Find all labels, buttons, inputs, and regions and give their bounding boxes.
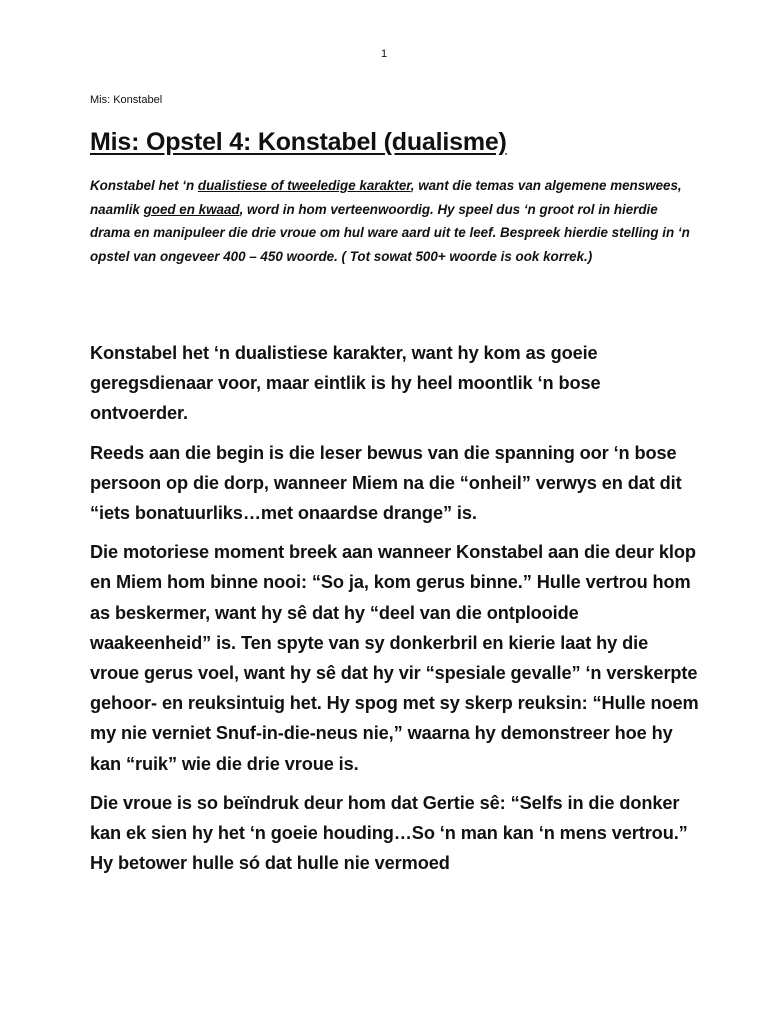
page-number: 1 [380,48,388,60]
essay-title: Mis: Opstel 4: Konstabel (dualisme) [90,128,507,156]
prompt-text-3: , word in hom verteenwoordig. Hy speel dus ‘n groot rol in hierdie drama en manipuleer die drie vroue om hul ware aard uit te leef. Bespreek hierdie stelling in ‘n opstel van ongeveer 400 – 450 woorde. ( Tot sowat 500+ woorde is ook korrek.) [90,201,690,264]
prompt-underlined-phrase-2: goed en kwaad [143,201,240,217]
body-paragraph-4: Die vroue is so beïndruk deur hom dat Gertie sê: “Selfs in die donker kan ek sien hy het ‘n goeie houding…So ‘n man kan ‘n mens vertrou.” Hy betower hulle só dat hulle nie vermoed [90,792,688,874]
body-paragraph-1: Konstabel het ‘n dualistiese karakter, want hy kom as goeie geregsdienaar voor, maar eintlik is hy heel moontlik ‘n bose ontvoerder. [90,343,601,424]
body-paragraph-2: Reeds aan die begin is die leser bewus van die spanning oor ‘n bose persoon op die dorp, wanneer Miem na die “onheil” verwys en dat dit “iets bonatuurliks…met onaardse drange” is. [90,442,682,524]
body-paragraph-3: Die motoriese moment breek aan wanneer Konstabel aan die deur klop en Miem hom binne nooi: “So ja, kom gerus binne.” Hulle vertrou hom as beskermer, want hy sê dat hy “deel van die ontplooide waakeenheid” is. Ten spyte van sy donkerbril en kierie laat hy die vroue gerus voel, want hy sê dat hy vir “spesiale gevalle” ‘n verskerpte gehoor- en reuksintuig het. Hy spog met sy skerp reuksin: “Hulle noem my nie verniet Snuf-in-die-neus nie,” waarna hy demonstreer hoe hy kan “ruik” wie die drie vroue is. [90,542,699,774]
running-header: Mis: Konstabel [90,94,163,106]
prompt-text-1: Konstabel het ‘n [90,178,198,193]
essay-body [90,338,700,887]
prompt-text-2: , want die temas van algemene menswees, naamlik [90,178,682,217]
prompt-underlined-phrase-1: dualistiese of tweeledige karakter [197,178,411,193]
essay-prompt [90,174,690,268]
